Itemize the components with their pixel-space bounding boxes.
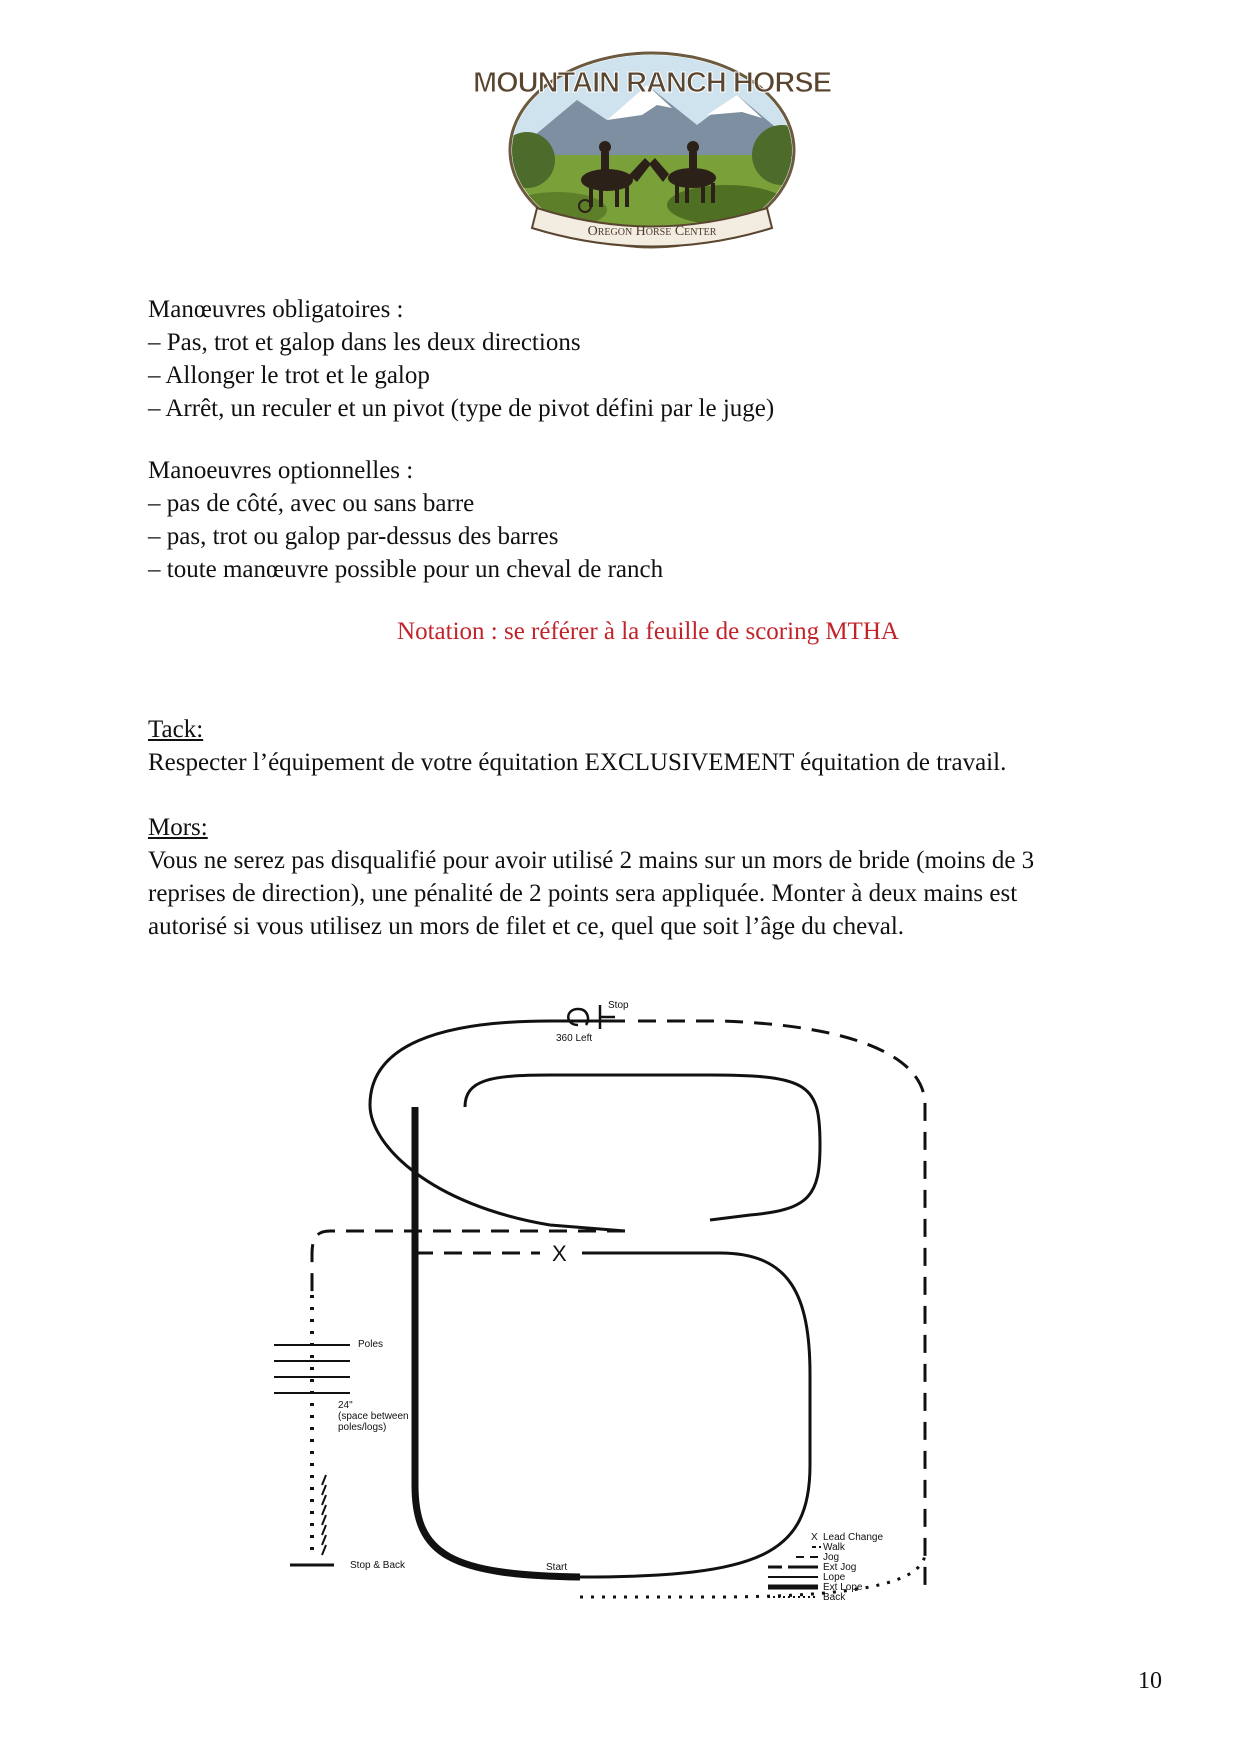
poles-label: Poles — [358, 1339, 384, 1350]
legend-label-jog: Jog — [823, 1552, 840, 1563]
lower-loop-path — [580, 1253, 810, 1577]
spin-360-label: 360 Left — [556, 1033, 593, 1044]
mors-section — [148, 811, 1148, 943]
mors-line: autorisé si vous utilisez un mors de filet et ce, quel que soit l’âge du cheval. — [148, 913, 905, 940]
jog-right-path — [638, 1021, 925, 1595]
spacing-label: 24" — [338, 1400, 353, 1411]
tack-text: Respecter l’équipement de votre équitation EXCLUSIVEMENT équitation de travail. — [148, 749, 1007, 776]
back-hatch — [322, 1475, 326, 1555]
tack-section — [148, 713, 1148, 779]
start-label: Start — [546, 1562, 568, 1573]
legend-label-ext-jog: Ext Jog — [823, 1562, 857, 1573]
mors-line: reprises de direction), une pénalité de 2 points sera appliquée. Monter à deux mains est — [148, 880, 1018, 907]
mors-line: Vous ne serez pas disqualifié pour avoir utilisé 2 mains sur un mors de bride (moins de 3 — [148, 847, 1035, 874]
list-item: – toute manœuvre possible pour un cheval de ranch — [148, 556, 664, 583]
mandatory-heading: Manœuvres obligatoires : — [148, 296, 404, 323]
stop-label: Stop — [608, 1000, 629, 1011]
spacing-label: (space between — [338, 1411, 409, 1422]
mountain-ranch-horse-logo — [472, 30, 832, 260]
lead-change-mark: X — [552, 1241, 567, 1266]
list-item: – Allonger le trot et le galop — [148, 362, 430, 389]
mandatory-maneuvers — [148, 293, 1148, 425]
legend-label-back: Back — [823, 1592, 846, 1603]
page-number: 10 — [1138, 1668, 1162, 1694]
tack-heading: Tack: — [148, 716, 204, 743]
list-item: – pas de côté, avec ou sans barre — [148, 490, 475, 517]
pattern-legend — [768, 1532, 883, 1603]
inner-loop-path — [465, 1075, 820, 1220]
legend-label-lope: Lope — [823, 1572, 846, 1583]
list-item: – Arrêt, un reculer et un pivot (type de pivot défini par le juge) — [148, 395, 775, 422]
list-item: – pas, trot ou galop par-dessus des barres — [148, 523, 559, 550]
pattern-diagram — [290, 995, 1010, 1605]
spacing-label: poles/logs) — [338, 1422, 387, 1433]
ext-lope-path — [415, 1295, 580, 1577]
notation-note: Notation : se référer à la feuille de scoring MTHA — [397, 618, 899, 645]
list-item: – Pas, trot et galop dans les deux directions — [148, 329, 581, 356]
legend-label-lead-change: Lead Change — [823, 1532, 884, 1543]
logo-banner-text: Oregon Horse Center — [587, 224, 717, 239]
legend-label-ext-lope: Ext Lope — [823, 1582, 863, 1593]
mors-heading: Mors: — [148, 814, 208, 841]
spin-360-icon — [568, 1009, 588, 1025]
legend-label-walk: Walk — [823, 1542, 845, 1553]
legend-symbol: X — [811, 1532, 818, 1543]
stop-back-label: Stop & Back — [350, 1560, 406, 1571]
logo-title: MOUNTAIN RANCH HORSE — [472, 67, 832, 99]
jog-left-path — [312, 1231, 625, 1295]
optional-maneuvers — [148, 454, 1148, 586]
optional-heading: Manoeuvres optionnelles : — [148, 457, 414, 484]
outer-loop-path — [370, 1021, 625, 1231]
